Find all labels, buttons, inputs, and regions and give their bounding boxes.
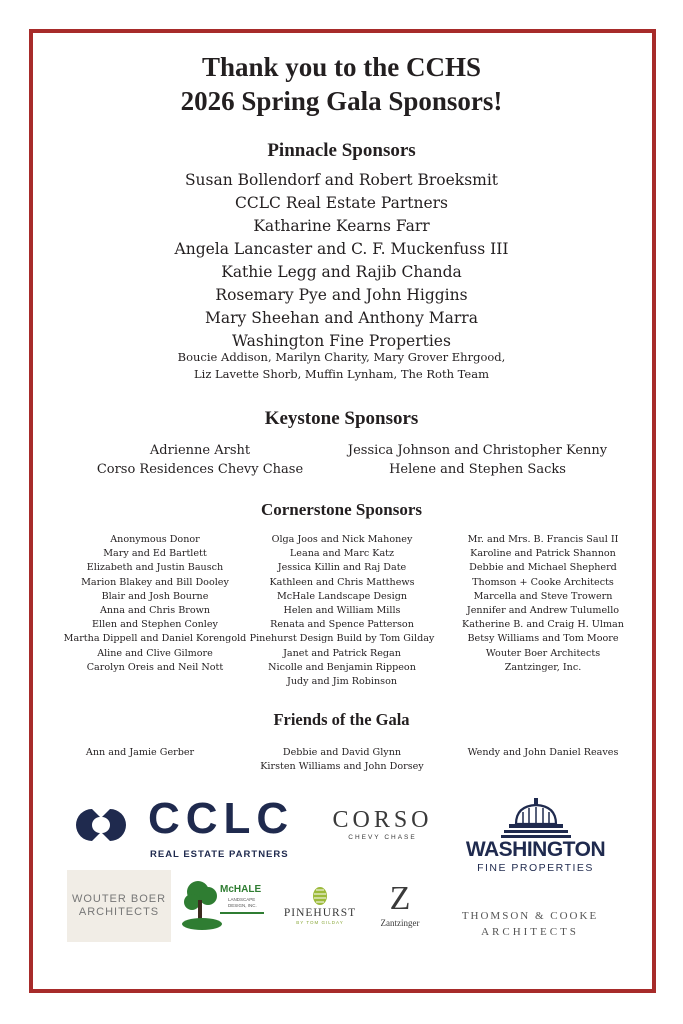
list-item: Ellen and Stephen Conley bbox=[92, 619, 218, 631]
wouter-line-1: WOUTER BOER bbox=[71, 893, 167, 905]
list-item: Jessica Johnson and Christopher Kenny bbox=[347, 443, 608, 458]
list-item: Debbie and Michael Shepherd bbox=[469, 562, 617, 574]
list-item: Blair and Josh Bourne bbox=[101, 590, 209, 602]
washington-logo bbox=[458, 798, 613, 878]
wouter-boer-logo bbox=[67, 870, 171, 942]
corso-name: CORSO bbox=[332, 807, 433, 833]
divider bbox=[220, 912, 264, 914]
cornerstone-column-2 bbox=[242, 533, 442, 689]
thomson-cooke-logo bbox=[445, 908, 615, 942]
list-item: McHale Landscape Design bbox=[276, 590, 408, 602]
list-item: Nicolle and Benjamin Rippeon bbox=[268, 661, 416, 673]
cclc-subtitle: REAL ESTATE PARTNERS bbox=[150, 849, 289, 860]
list-item: Wouter Boer Architects bbox=[485, 647, 601, 659]
list-item: Pinehurst Design Build by Tom Gilday bbox=[249, 633, 435, 645]
friends-column-1 bbox=[40, 746, 240, 760]
list-item: Wendy and John Daniel Reaves bbox=[467, 747, 619, 758]
list-item: Betsy Williams and Tom Moore bbox=[467, 633, 619, 645]
cclc-logo bbox=[70, 794, 310, 863]
list-item: Anonymous Donor bbox=[110, 534, 200, 545]
friends-column-2 bbox=[242, 746, 442, 774]
mchale-sub bbox=[228, 897, 257, 909]
washington-subtitle: FINE PROPERTIES bbox=[477, 862, 594, 874]
list-item: Washington Fine Properties bbox=[232, 332, 451, 350]
list-item: Jessica Killin and Raj Date bbox=[277, 562, 407, 574]
list-item: Marion Blakey and Bill Dooley bbox=[81, 576, 229, 588]
title-line-2: 2026 Spring Gala Sponsors! bbox=[180, 86, 503, 116]
tree-icon bbox=[182, 878, 222, 932]
list-item: Mr. and Mrs. B. Francis Saul II bbox=[467, 534, 619, 545]
wouter-line-2: ARCHITECTS bbox=[78, 906, 160, 918]
list-item: Karoline and Patrick Shannon bbox=[470, 548, 616, 560]
mchale-logo bbox=[182, 878, 267, 932]
list-item: Boucie Addison, Marilyn Charity, Mary Grover Ehrgood, bbox=[177, 350, 506, 364]
list-item: Helene and Stephen Sacks bbox=[389, 462, 566, 477]
pinnacle-heading: Pinnacle Sponsors bbox=[267, 140, 416, 161]
zantzinger-mark: Z bbox=[389, 880, 411, 917]
cornerstone-column-3 bbox=[443, 533, 643, 675]
list-item: Carolyn Oreis and Neil Nott bbox=[86, 661, 224, 673]
list-item: Kathleen and Chris Matthews bbox=[269, 576, 415, 588]
list-item: Zantzinger, Inc. bbox=[504, 661, 582, 673]
list-item: Corso Residences Chevy Chase bbox=[96, 462, 304, 477]
list-item: Kirsten Williams and John Dorsey bbox=[260, 761, 424, 773]
list-item: Kathie Legg and Rajib Chanda bbox=[221, 263, 462, 281]
friends-heading: Friends of the Gala bbox=[273, 710, 410, 729]
washington-name: WASHINGTON bbox=[465, 838, 606, 861]
list-item: Thomson + Cooke Architects bbox=[472, 576, 614, 588]
mchale-sub-1: LANDSCAPE bbox=[228, 897, 256, 902]
zantzinger-name: Zantzinger bbox=[380, 918, 420, 928]
pinehurst-name: PINEHURST bbox=[283, 907, 357, 919]
list-item: Rosemary Pye and John Higgins bbox=[215, 286, 468, 304]
page-title bbox=[0, 50, 683, 118]
list-item: Leana and Marc Katz bbox=[289, 548, 395, 560]
pinehurst-subtitle: BY TOM GILDAY bbox=[296, 920, 344, 925]
list-item: Marcella and Steve Trowern bbox=[473, 590, 613, 602]
list-item: Katharine Kearns Farr bbox=[253, 217, 430, 235]
pinehurst-logo bbox=[275, 886, 365, 932]
pinnacle-small-list bbox=[0, 349, 683, 383]
pinecone-icon bbox=[311, 886, 329, 906]
list-item: Adrienne Arsht bbox=[149, 443, 251, 458]
list-item: Renata and Spence Patterson bbox=[270, 619, 414, 631]
cclc-name: CCLC bbox=[148, 794, 295, 843]
list-item: Martha Dippell and Daniel Korengold bbox=[63, 633, 247, 645]
corso-subtitle: CHEVY CHASE bbox=[348, 834, 417, 841]
list-item: Judy and Jim Robinson bbox=[286, 676, 398, 688]
list-item: Janet and Patrick Regan bbox=[283, 647, 401, 659]
list-item: Jennifer and Andrew Tulumello bbox=[466, 605, 620, 617]
list-item: Olga Joos and Nick Mahoney bbox=[271, 534, 413, 545]
friends-column-3 bbox=[443, 746, 643, 760]
pinnacle-list bbox=[0, 169, 683, 353]
list-item: Debbie and David Glynn bbox=[282, 747, 402, 758]
keystone-heading: Keystone Sponsors bbox=[264, 408, 419, 429]
zantzinger-logo bbox=[370, 880, 430, 940]
list-item: Mary and Ed Bartlett bbox=[103, 548, 207, 560]
list-item: Katherine B. and Craig H. Ulman bbox=[462, 619, 624, 631]
mchale-name: McHALE bbox=[220, 884, 262, 895]
keystone-right-column bbox=[330, 441, 625, 479]
title-line-1: Thank you to the CCHS bbox=[201, 52, 482, 82]
cclc-rings-icon bbox=[70, 803, 132, 847]
list-item: Elizabeth and Justin Bausch bbox=[86, 562, 224, 574]
list-item: Aline and Clive Gilmore bbox=[97, 647, 213, 659]
cornerstone-heading: Cornerstone Sponsors bbox=[260, 500, 423, 519]
list-item: Helen and William Mills bbox=[283, 605, 401, 617]
list-item: Mary Sheehan and Anthony Marra bbox=[205, 309, 478, 327]
thomson-line-1: THOMSON & COOKE bbox=[461, 910, 599, 922]
keystone-left-column bbox=[70, 441, 330, 479]
list-item: Angela Lancaster and C. F. Muckenfuss III bbox=[174, 240, 509, 258]
list-item: CCLC Real Estate Partners bbox=[235, 194, 448, 212]
thomson-line-2: ARCHITECTS bbox=[481, 926, 579, 938]
mchale-sub-2: DESIGN, INC. bbox=[228, 903, 257, 908]
list-item: Ann and Jamie Gerber bbox=[85, 747, 195, 758]
dome-icon bbox=[501, 798, 571, 838]
corso-logo bbox=[325, 806, 440, 846]
list-item: Liz Lavette Shorb, Muffin Lynham, The Roth Team bbox=[194, 367, 489, 381]
list-item: Anna and Chris Brown bbox=[99, 605, 211, 617]
cornerstone-column-1 bbox=[55, 533, 255, 675]
list-item: Susan Bollendorf and Robert Broeksmit bbox=[184, 171, 499, 189]
